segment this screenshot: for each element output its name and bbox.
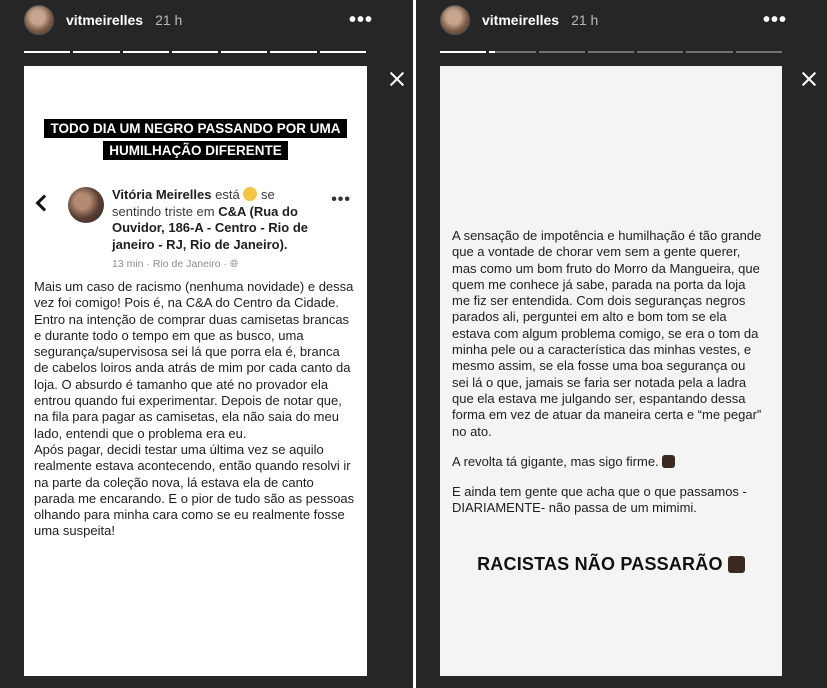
progress-segment [270, 51, 316, 53]
story-paragraph: E ainda tem gente que acha que o que passamos - DIARIAMENTE- não passa de um mimimi. [452, 484, 747, 516]
more-dots-icon[interactable]: ••• [762, 9, 787, 31]
chevron-left-icon[interactable] [36, 195, 53, 212]
post-author: Vitória Meirelles [112, 187, 212, 202]
progress-segment [24, 51, 70, 53]
post-time: 21 h [571, 12, 599, 28]
post-meta: 13 min · Rio de Janeiro · 🌐︎ [112, 258, 239, 270]
more-dots-icon[interactable]: ••• [348, 9, 373, 31]
username[interactable]: vitmeirelles [482, 12, 560, 28]
story-paragraph: A revolta tá gigante, mas sigo firme. [452, 454, 762, 470]
story-header [24, 5, 373, 35]
progress-segment [440, 51, 486, 53]
progress-segment [686, 51, 732, 53]
progress-segment [489, 51, 535, 53]
story-card [440, 66, 782, 676]
story-panel-left [0, 0, 413, 688]
story-progress-bar [24, 51, 366, 53]
progress-segment [539, 51, 585, 53]
post-time: 21 h [155, 12, 183, 28]
avatar[interactable] [24, 5, 54, 35]
story-paragraph: A sensação de impotência e humilhação é tão grande que a vontade de chorar vem sem a gente querer, mas como um bom fruto do Morro da Mangueira, que quem me conhece já sabe, parada na porta da loja me fiz ser entendida. Com dois seguranças negros parados ali, perguntei em alto e bom tom se ela estava com algum problema comigo, se era o tom da minha pele ou a característica das minhas vestes, e mesmo assim, se ela fosse uma boa segurança ou sei lá o que, jamais se faria ser notada pela a ladra que ela estava me julgando ser, espantando dessa forma em vez de atuar da maneira certa e “me pegar” no ato. [452, 228, 762, 439]
post-body-text: Mais um caso de racismo (nenhuma novidade) e dessa vez foi comigo! Pois é, na C&A do Centro da Cidade. Entro na intenção de comprar duas camisetas brancas e durante todo o tempo em que as busco, uma segurança/supervisosa sei lá que porra ela é, branca de cabelos loiros anda atrás de mim por cada canto da loja. O absurdo é tamanho que até no provador ela entrou quando fui experimentar. Depois de notar que, na fila para pagar as camisetas, ela não saia do meu lado, entendi que o problema era eu. Após pagar, decidi testar uma última vez se aquilo realmente estava acontecendo, então quando resolvi ir na parte da coleção nova, lá estava ela de canto parada me encarando. E o pior de tudo são as pessoas olhando para minha cara como se eu realmente fosse uma suspeita! [34, 279, 355, 539]
raised-fist-icon [662, 455, 675, 468]
story-header [440, 5, 787, 35]
progress-segment [73, 51, 119, 53]
facebook-post-header: Vitória Meirelles está se sentindo triste em C&A (Rua do Ouvidor, 186-A - Centro - Rio de janeiro - RJ, Rio de Janeiro). 13 min · Rio de Janeiro · 🌐︎ ••• [24, 187, 367, 267]
progress-segment [637, 51, 683, 53]
story-panel-right [416, 0, 827, 688]
close-icon[interactable] [794, 64, 824, 94]
story-progress-bar [440, 51, 782, 53]
more-dots-icon[interactable]: ••• [331, 191, 351, 208]
post-location: C&A (Rua do Ouvidor, 186-A - Centro - Rio de janeiro - RJ, Rio de Janeiro). [112, 203, 308, 252]
story-slogan: RACISTAS NÃO PASSARÃO [440, 554, 782, 575]
progress-segment [588, 51, 634, 53]
sad-face-emoji-icon [243, 187, 257, 201]
progress-segment [172, 51, 218, 53]
progress-segment [320, 51, 366, 53]
story-caption: TODO DIA UM NEGRO PASSANDO POR UMA HUMILHAÇÃO DIFERENTE [24, 118, 367, 162]
progress-segment [736, 51, 782, 53]
raised-fist-icon [728, 556, 745, 573]
avatar[interactable] [440, 5, 470, 35]
username[interactable]: vitmeirelles [66, 12, 144, 28]
close-icon[interactable] [382, 64, 412, 94]
fade-overlay [24, 546, 367, 676]
avatar [68, 187, 104, 223]
progress-segment [123, 51, 169, 53]
progress-segment [221, 51, 267, 53]
story-text [452, 228, 762, 531]
story-card [24, 66, 367, 676]
